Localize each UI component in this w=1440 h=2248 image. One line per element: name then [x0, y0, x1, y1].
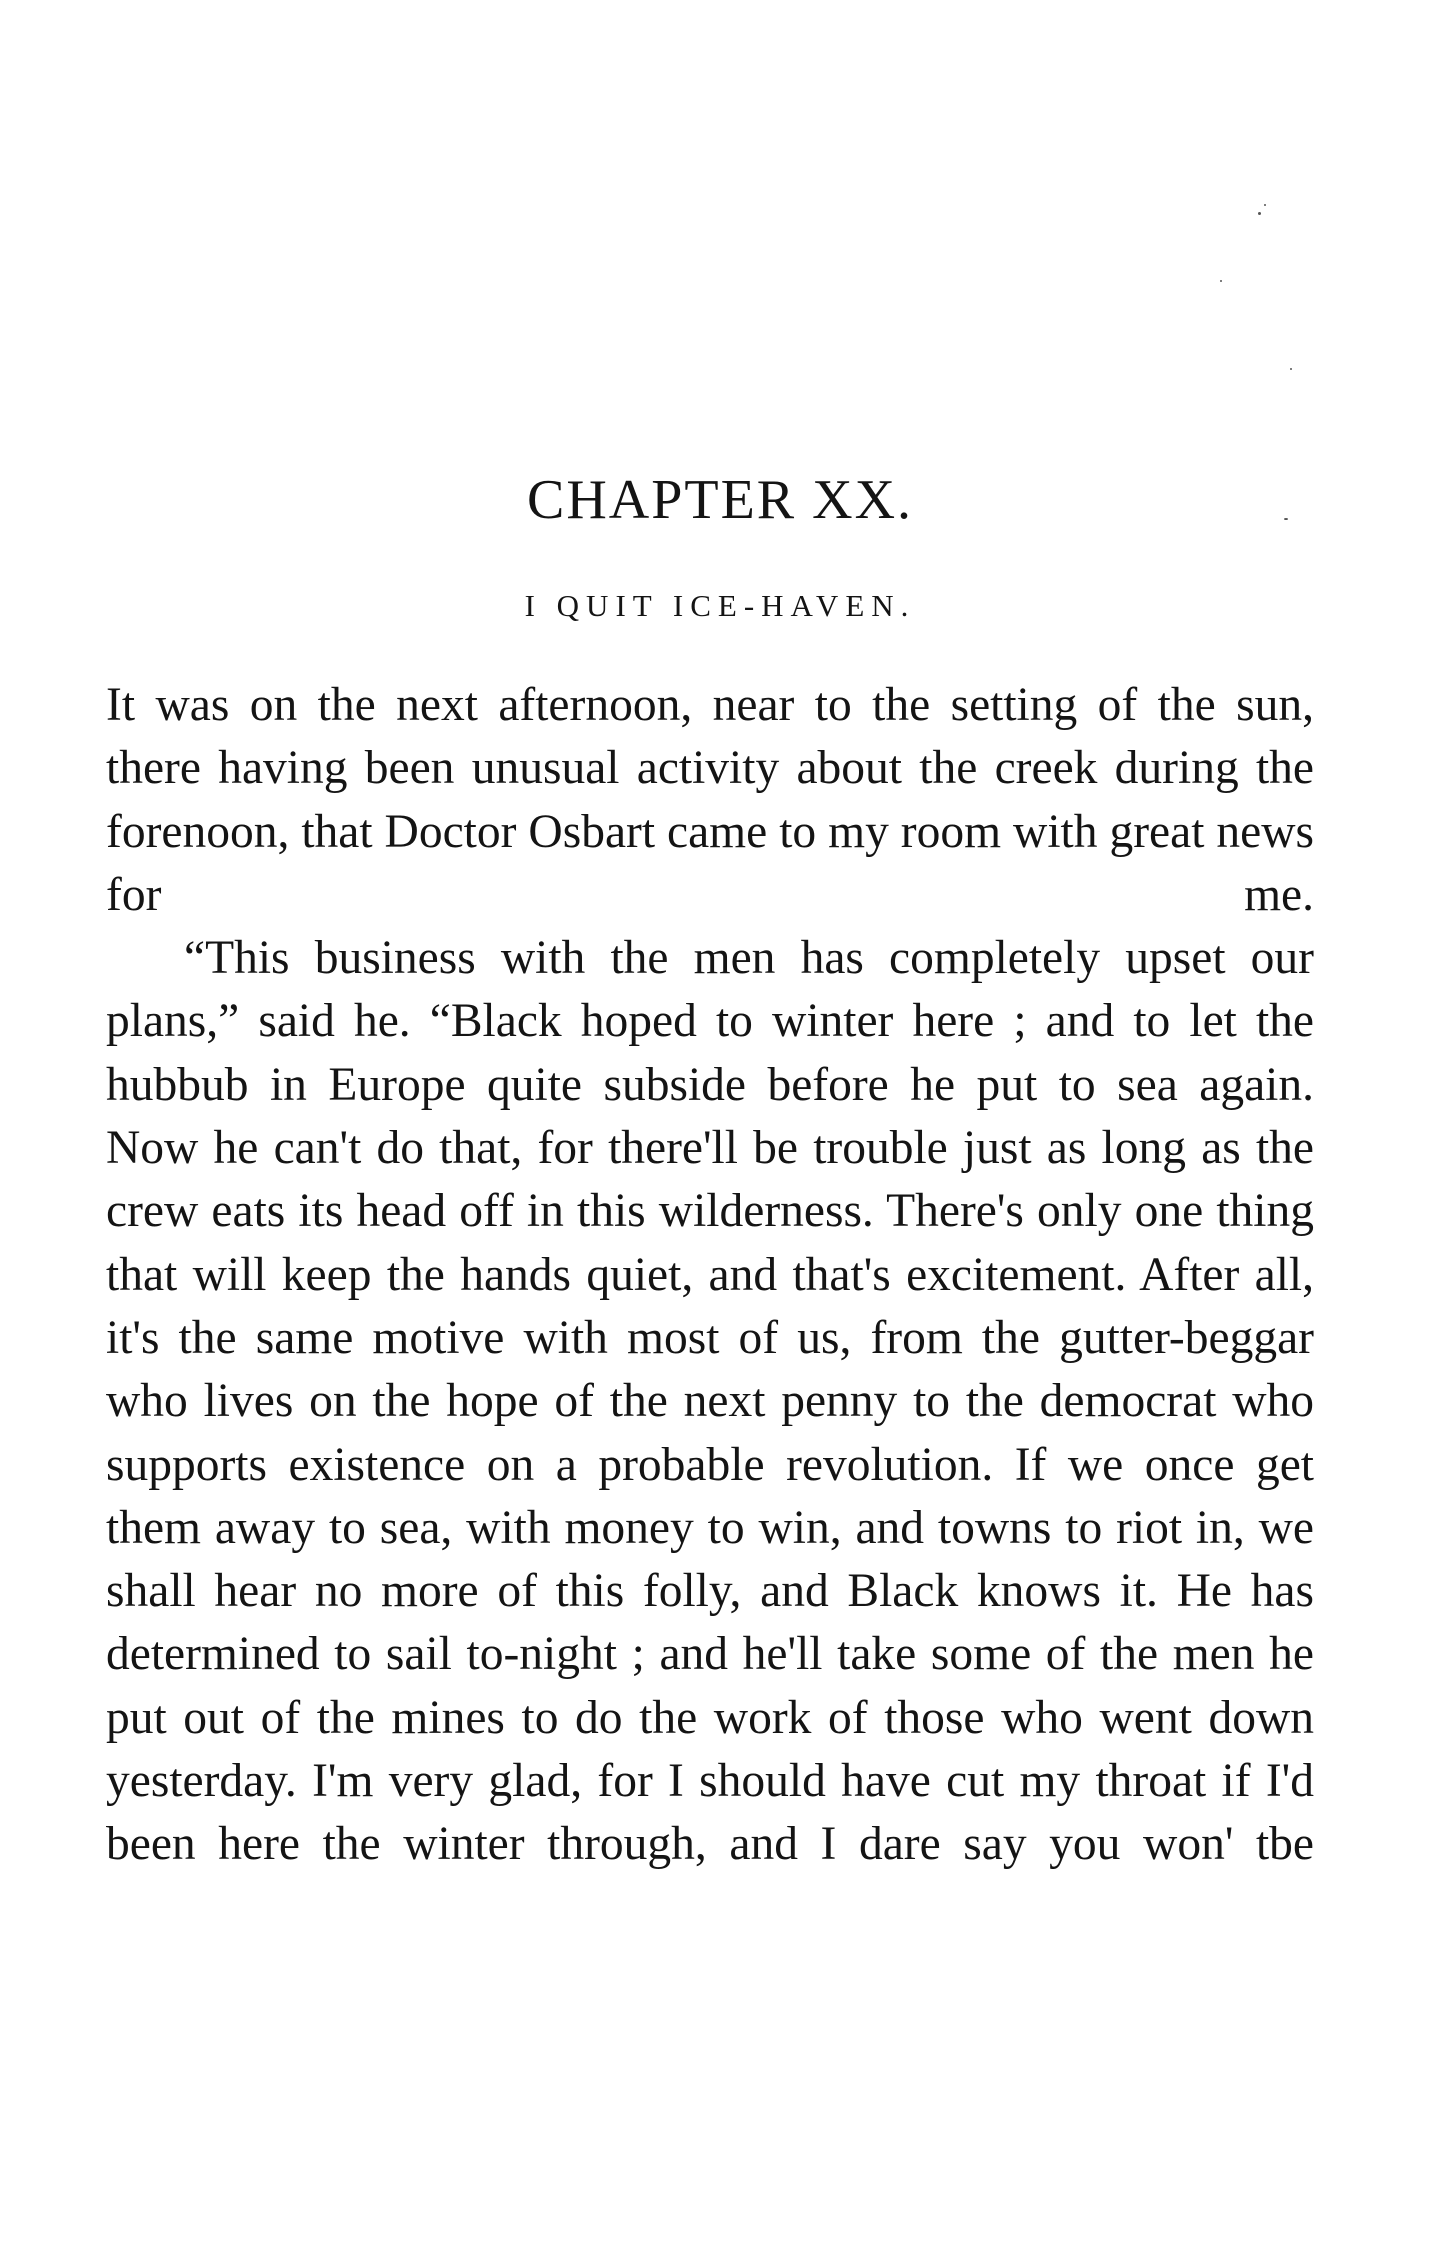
paper-speck — [1290, 368, 1292, 370]
chapter-subtitle: I QUIT ICE-HAVEN. — [524, 588, 916, 623]
chapter-title: CHAPTER XX. — [526, 469, 914, 531]
paper-speck — [1264, 204, 1266, 206]
chapter-body — [106, 674, 1314, 1877]
paragraph: “This business with the men has completely upset our plans,” said he. “Black hoped to winter here ; and to let the hubbub in Europe quite subside before he put to sea again. Now he can't do that, for there'll be trouble just as long as the crew eats its head off in this wilderness. There's only one thing that will keep the hands quiet, and that's excitement. After all, it's the same motive with most of us, from the gutter-beggar who lives on the hope of the next penny to the democrat who supports existence on a probable revolution. If we once get them away to sea, with money to win, and towns to riot in, we shall hear no more of this folly, and Black knows it. He has determined to sail to-night ; and he'll take some of the men he put out of the mines to do the work of those who went down yesterday. I'm very glad, for I should have cut my throat if I'd been here the winter through, and I dare say you won' tbe — [106, 932, 1314, 1871]
paragraph: It was on the next afternoon, near to the setting of the sun, there having been unusual activity about the creek during the forenoon, that Doctor Osbart came to my room with great news for me. — [106, 679, 1314, 921]
paper-speck — [1220, 280, 1222, 282]
paper-speck — [1258, 212, 1261, 215]
